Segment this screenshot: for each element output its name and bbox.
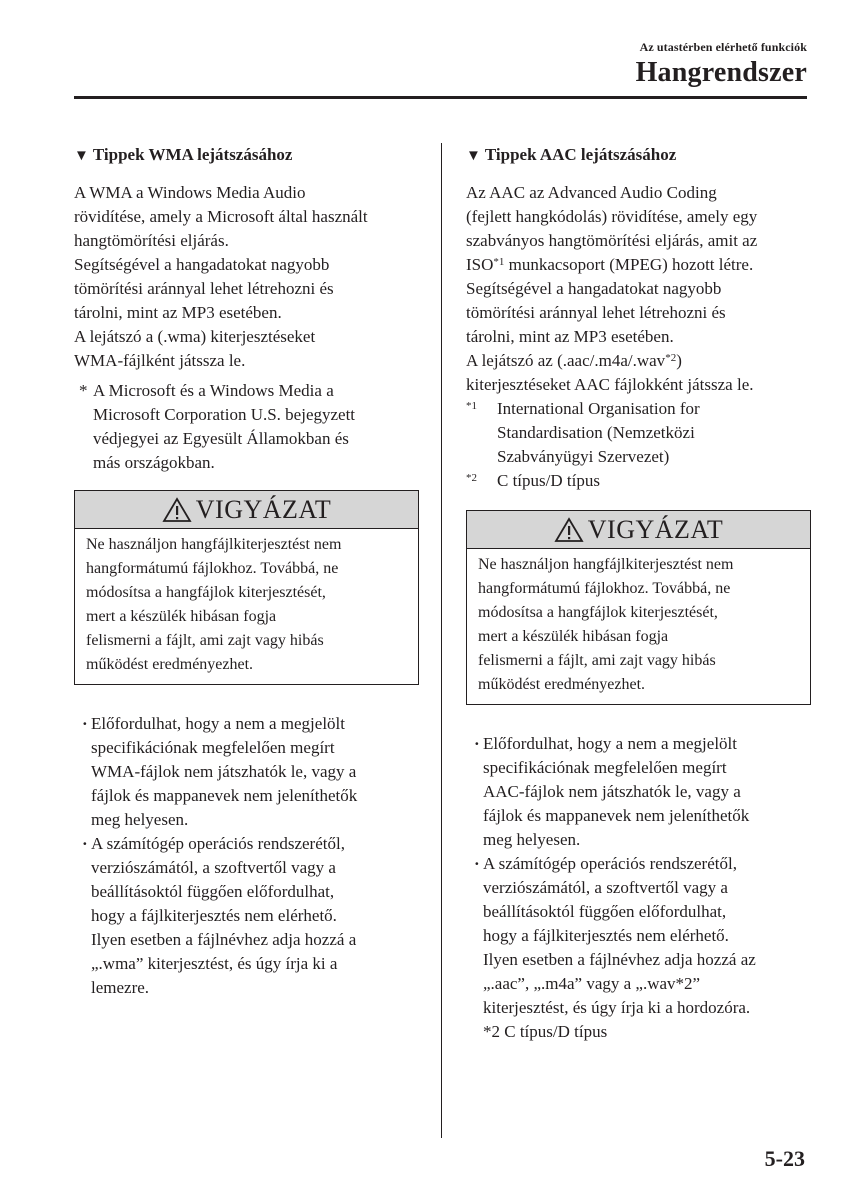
warning-triangle-icon: [162, 497, 192, 523]
caution-text: Ne használjon hangfájlkiterjesztést nem hangformátumú fájlokhoz. Továbbá, ne módosítsa a hangfájlok kiterjesztését, mert a készülék hibásan fogja felismerni a fájlt, ami zajt vagy hibás működést eredményezhet.: [478, 556, 734, 693]
list-item: · A számítógép operációs rendszerétől, verziószámától, a szoftvertől vagy a beállításoktól függően előfordulhat, hogy a fájlkiterjesztés nem elérhető. Ilyen esetben a fájlnévhez adja hozzá az „.aac”, „.m4a” vagy a „.wav*2” kiterjesztést, és úgy írja ki a hordozóra. *2 C típus/D típus: [474, 854, 756, 1041]
caution-box: [466, 510, 811, 705]
triangle-down-icon: ▼: [466, 148, 481, 164]
caution-header: [467, 511, 810, 549]
section-heading-wma: ▼ Tippek WMA lejátszásához: [74, 143, 419, 168]
triangle-down-icon: ▼: [74, 148, 89, 164]
aac-intro-paragraph: Az AAC az Advanced Audio Coding (fejlett hangkódolás) rövidítése, amely egy szabványos hangtömörítési eljárás, amit az ISO$^{*1}$ munkacsoport (MPEG) hozott létre. Segítségével a hangadatokat nagyobb tömörítési aránnyal lehet létrehozni és tárolni, mint az MP3 esetében. A lejátszó az (.aac/.m4a/.wav$^{*2}$) kiterjesztéseket AAC fájlokként játssza le.: [466, 183, 758, 394]
running-header-section: Az utastérben elérhető funkciók: [639, 40, 807, 54]
caution-title: VIGYÁZAT: [587, 514, 724, 544]
footnote-1: $^{*1}$ International Organisation for Standardisation (Nemzetközi Szabványügyi Szervezet): [466, 399, 700, 466]
running-header-title: Hangrendszer: [635, 57, 807, 88]
section-heading-aac: ▼ Tippek AAC lejátszásához: [466, 143, 811, 168]
left-column: [74, 143, 419, 1000]
right-column: [466, 143, 811, 1044]
bullet-dot: ·: [474, 854, 480, 873]
list-item: · A számítógép operációs rendszerétől, verziószámától, a szoftvertől vagy a beállításoktól függően előfordulhat, hogy a fájlkiterjesztés nem elérhető. Ilyen esetben a fájlnévhez adja hozzá a „.wma” kiterjesztést, és úgy írja ki a lemezre.: [82, 834, 357, 997]
trademark-note: * A Microsoft és a Windows Media a Microsoft Corporation U.S. bejegyzett védjegyei az Egyesült Államokban és más országokban.: [79, 381, 356, 472]
list-item: · Előfordulhat, hogy a nem a megjelölt specifikációnak megfelelően megírt WMA-fájlok nem játszhatók le, vagy a fájlok és mappanevek nem jeleníthetők meg helyesen.: [82, 714, 358, 829]
header-rule: [74, 96, 807, 99]
bullet-dot: ·: [82, 714, 88, 733]
caution-title: VIGYÁZAT: [195, 494, 332, 524]
footnote-mark: *1: [466, 400, 477, 412]
warning-triangle-icon: [554, 517, 584, 543]
footnote-2: $^{*2}$ C típus/D típus: [466, 471, 600, 490]
caution-text: Ne használjon hangfájlkiterjesztést nem hangformátumú fájlokhoz. Továbbá, ne módosítsa a hangfájlok kiterjesztését, mert a készülék hibásan fogja felismerni a fájlt, ami zajt vagy hibás működést eredményezhet.: [86, 536, 342, 673]
wma-intro-paragraph: A WMA a Windows Media Audio rövidítése, amely a Microsoft által használt hangtömörítési eljárás. Segítségével a hangadatokat nagyobb tömörítési aránnyal lehet létrehozni és tárolni, mint az MP3 esetében. A lejátszó a (.wma) kiterjesztéseket WMA-fájlként játssza le.: [74, 183, 368, 370]
footnote-mark: *2: [466, 472, 477, 484]
caution-box: [74, 490, 419, 685]
column-divider: [441, 143, 442, 1138]
bullet-dot: ·: [474, 734, 480, 753]
asterisk-mark: *: [79, 381, 88, 400]
list-item: · Előfordulhat, hogy a nem a megjelölt specifikációnak megfelelően megírt AAC-fájlok nem játszhatók le, vagy a fájlok és mappanevek nem jeleníthetők meg helyesen.: [474, 734, 750, 849]
page-number: 5-23: [764, 1146, 805, 1171]
caution-header: [75, 491, 418, 529]
bullet-dot: ·: [82, 834, 88, 853]
